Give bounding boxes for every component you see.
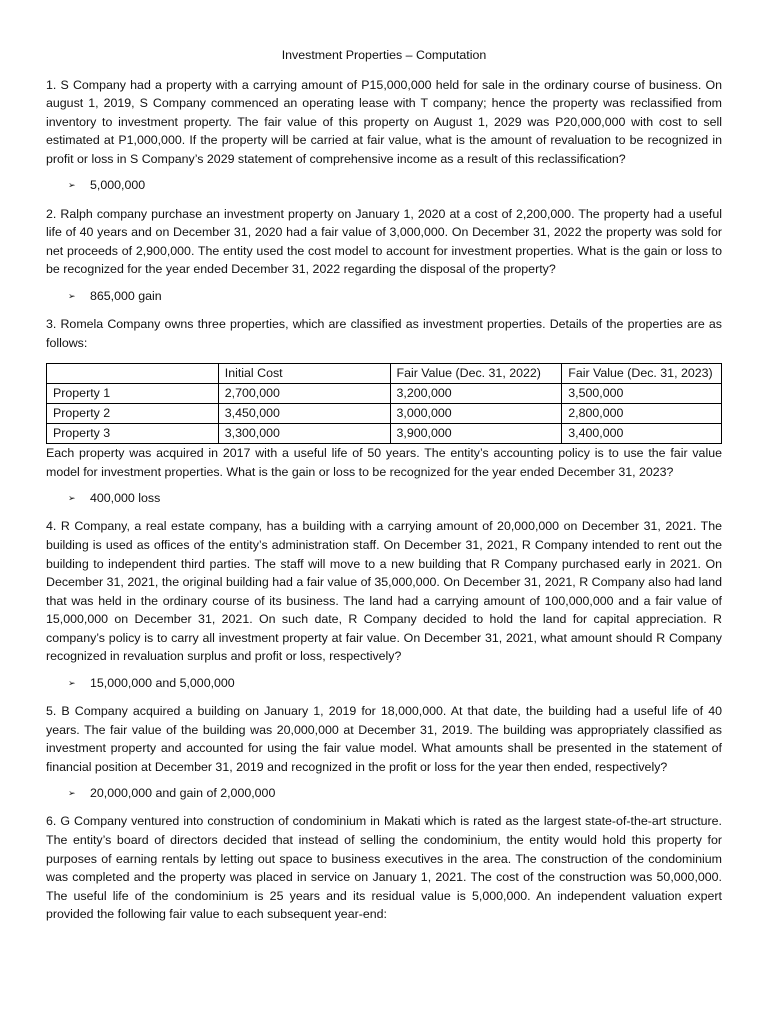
arrow-bullet-icon: ➢ [68,677,76,688]
properties-table [46,363,722,444]
question-3-continued: Each property was acquired in 2017 with a useful life of 50 years. The entity’s accounting policy is to use the fair value model for investment properties. What is the gain or loss to be recognized for the year ended December 31, 2023? [46,446,722,479]
table-cell: 2,700,000 [218,384,390,404]
page-title: Investment Properties – Computation [281,48,487,62]
table-cell: 3,900,000 [390,424,562,444]
arrow-bullet-icon: ➢ [68,290,76,301]
question-1: 1. S Company had a property with a carrying amount of P15,000,000 held for sale in the ordinary course of business. On august 1, 2019, S Company commenced an operating lease with T company; hence the property was reclassified from inventory to investment property. The fair value of this property on August 1, 2029 was P20,000,000 with cost to sell estimated at P1,000,000. If the property will be carried at fair value, what is the amount of revaluation to be recognized in profit or loss in S Company’s 2029 statement of comprehensive income as a result of this reclassification? [46,77,722,166]
table-cell: 2,800,000 [562,404,722,424]
table-cell: 3,400,000 [562,424,722,444]
answer-text: 15,000,000 and 5,000,000 [90,675,235,690]
table-cell: Property 2 [47,404,219,424]
arrow-bullet-icon: ➢ [68,788,76,799]
answer-4 [68,674,722,692]
answer-3 [68,489,722,507]
table-cell: 3,000,000 [390,404,562,424]
table-header-row [47,364,722,384]
table-cell: 3,500,000 [562,384,722,404]
answer-2 [68,287,722,305]
answer-1 [68,177,722,195]
table-cell: Property 3 [47,424,219,444]
table-header [47,364,219,384]
table-row [47,384,722,404]
question-3: 3. Romela Company owns three properties, which are classified as investment properties. Details of the properties are as follows: [46,316,722,350]
answer-text: 400,000 loss [90,491,161,506]
table-cell: 3,450,000 [218,404,390,424]
table-cell: 3,300,000 [218,424,390,444]
question-6: 6. G Company ventured into construction of condominium in Makati which is rated as the largest state-of-the-art structure. The entity’s board of directors decided that instead of selling the condominium, the entity would hold this property for purposes of earning rentals by letting out space to business executives in the area. The construction of the condominium was completed and the property was placed in service on January 1, 2021. The cost of the construction was 50,000,000. The useful life of the condominium is 25 years and its residual value is 5,000,000. An independent valuation expert provided the following fair value to each subsequent year-end: [46,814,722,922]
table-cell: Property 1 [47,384,219,404]
question-2: 2. Ralph company purchase an investment property on January 1, 2020 at a cost of 2,200,000. The property had a useful life of 40 years and on December 31, 2020 had a fair value of 3,000,000. On December 31, 2022 the property was sold for net proceeds of 2,900,000. The entity used the cost model to account for investment properties. What is the gain or loss to be recognized for the year ended December 31, 2022 regarding the disposal of the property? [46,206,722,277]
question-5: 5. B Company acquired a building on January 1, 2019 for 18,000,000. At that date, the building had a useful life of 40 years. The fair value of the building was 20,000,000 at December 31, 2019. The building was appropriately classified as investment property and accounted for using the fair value model. What amounts shall be presented in the statement of financial position at December 31, 2019 and recognized in the profit or loss for the year then ended, respectively? [46,704,722,774]
table-header: Initial Cost [218,364,390,384]
table-row [47,404,722,424]
arrow-bullet-icon: ➢ [68,493,76,504]
table-header: Fair Value (Dec. 31, 2022) [390,364,562,384]
table-header: Fair Value (Dec. 31, 2023) [562,364,722,384]
arrow-bullet-icon: ➢ [68,180,76,191]
table-row [47,424,722,444]
answer-5 [68,784,722,802]
answer-text: 20,000,000 and gain of 2,000,000 [90,786,276,801]
answer-text: 5,000,000 [90,178,146,193]
answer-text: 865,000 gain [90,288,162,303]
question-4: 4. R Company, a real estate company, has a building with a carrying amount of 20,000,000 on December 31, 2021. The building is used as offices of the entity’s administration staff. On December 31, 2021, R Company intended to rent out the building to independent third parties. The staff will move to a new building that R Company purchased early in 2021. On December 31, 2021, the original building had a fair value of 35,000,000. On December 31, 2021, R Company also had land that was held in the ordinary course of its business. The land had a carrying amount of 100,000,000 and a fair value of 15,000,000 on December 31, 2021. On such date, R Company decided to hold the land for capital appreciation. R company’s policy is to carry all investment property at fair value. On December 31, 2021, what amount should R Company recognized in revaluation surplus and profit or loss, respectively? [46,519,722,664]
table-cell: 3,200,000 [390,384,562,404]
